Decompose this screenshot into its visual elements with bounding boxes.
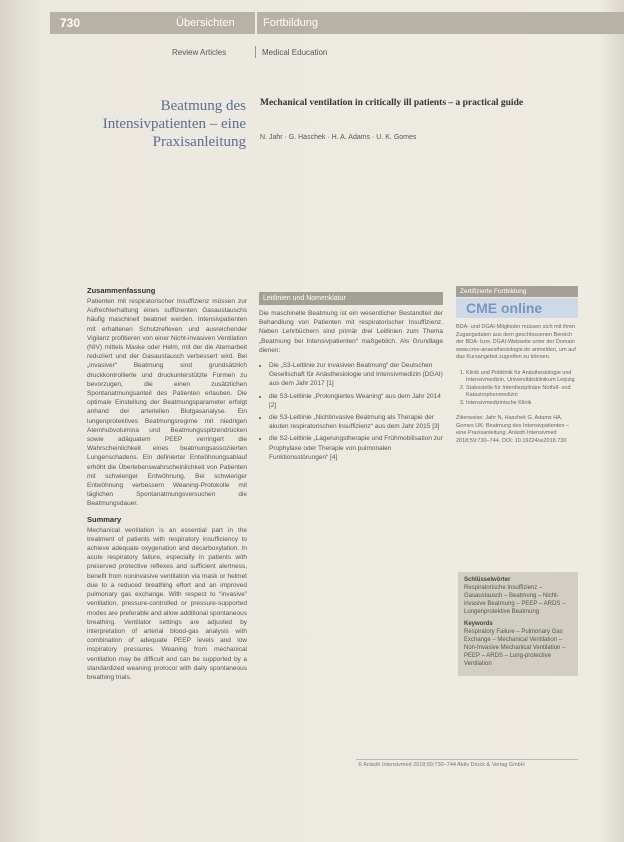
section-title-de: Übersichten: [176, 17, 235, 29]
affiliation-list: [456, 370, 578, 408]
subsection-de: Review Articles: [172, 48, 227, 57]
cme-sidebar: [456, 286, 578, 453]
article-title-de: Beatmung des Intensivpatienten – eine Praxisanleitung: [102, 98, 246, 150]
page-number: 730: [60, 16, 81, 30]
list-item: • die S2-Leitlinie „Lagerungstherapie und Frühmobilisation zur Prophylaxe oder Therapie von pulmonalen Funktionsstörungen“ [4]: [269, 434, 443, 462]
keywords-de-heading: Schlüsselwörter: [464, 577, 511, 583]
footer-citation: © Anästh Intensivmed 2018;59:730–744 Aktiv Druck & Verlag GmbH: [358, 762, 525, 768]
header-band: [50, 12, 624, 34]
keywords-en-heading: Keywords: [464, 621, 493, 627]
abstract-en-text: Mechanical ventilation is an essential part in the treatment of patients with respiratory insufficiency to achieve adequate oxygenation and decarboxylation. In acute respiratory failure, especially in patients with preserved protective reflexes and sufficient alertness, benefit from noninvasive ventilation via mask or helmet due to a reduced breathing effort and an improved pulmonary gas exchange. With respect to “invasive” ventilation, pressure-controlled or pressure-supported modes are preferable and allow additional spontaneous breathing. Ventilator settings are adjusted by interpretation of arterial blood-gas analysis with combination of adequate PEEP levels and low inspiratory pressures. Weaning from mechanical ventilation may be difficult and can be supported by a standardized weaning protocol with daily spontaneous breathing trials.: [87, 526, 247, 681]
keywords-de: Respiratorische Insuffizienz – Gasaustausch – Beatmung – Nicht-invasive Beatmung – PEEP – ARDS – Lungenprotektive Beatmung: [464, 585, 566, 615]
abstract-column: [87, 286, 247, 688]
authors: N. Jahr · G. Haschek · H. A. Adams · U. K. Gomes: [260, 134, 417, 141]
section-heading: Leitlinien und Nomenklatur: [259, 292, 443, 305]
subsection-divider: [255, 46, 256, 58]
list-item: • die S3-Leitlinie „Nichtinvasive Beatmung als Therapie der akuten respiratorischen Insuffizienz“ aus dem Jahr 2015 [3]: [269, 413, 443, 431]
citation: Zitierweise: Jahr N, Haschek G, Adams HA, Gomes UK: Beatmung des Intensivpatienten – eine Praxisanleitung. Anästh Intensivmed 2018;59:730–744. DOI: 10.19224/ai2018.730: [456, 415, 570, 444]
section-title-en: Fortbildung: [263, 17, 319, 29]
cme-bar: Zertifizierte Fortbildung: [456, 286, 578, 297]
subsection-en: Medical Education: [262, 48, 328, 57]
main-column: [259, 286, 443, 756]
article-title-en: Mechanical ventilation in critically ill patients – a practical guide: [260, 98, 524, 108]
affiliation-item: 2. Stabsstelle für Interdisziplinäre Notfall- und Katastrophenmedizin: [466, 385, 578, 400]
cme-online-banner[interactable]: CME online: [456, 298, 578, 318]
abstract-en-heading: Summary: [87, 514, 122, 524]
list-item: • die S3-Leitlinie „Prolongiertes Weaning“ aus dem Jahr 2014 [2]: [269, 392, 443, 410]
keywords-box: [458, 572, 578, 676]
footer-rule: [356, 759, 578, 760]
affiliation-item: 3. Intensivmedizinische Klinik: [466, 400, 578, 408]
abstract-de-heading: Zusammenfassung: [87, 286, 156, 295]
cme-text: BDA- und DGAI-Mitglieder müssen sich mit ihren Zugangsdaten aus dem geschlossenen Bereich der BDA- bzw. DGAI-Webseite unter der Domain www.cme-anaesthesiologie.de anmelden, um auf das Kursangebot zugreifen zu können.: [456, 324, 576, 360]
keywords-en: Respiratory Failure – Pulmonary Gas Exchange – Mechanical Ventilation – Non-Invasive Mechanical Ventilation – PEEP – ARDS – Lung-protective Ventilation: [464, 629, 566, 667]
header-divider: [255, 12, 257, 34]
abstract-de-text: Patienten mit respiratorischer Insuffizienz müssen zur Aufrechterhaltung eines suffizienten Gasaustauschs häufig maschinell beatmet werden. Intensivpatienten mit erhaltenen Schutzreflexen und ausreichender Vigilanz profitieren von einer Nicht-invasiven Ventilation (NIV) mittels Maske oder Helm, mit der die Atemarbeit reduziert und der Gasaustausch verbessert wird. Bei „invasiver“ Beatmung sind grundsätzlich druckkontrollierte und druckunterstützte Formen zu bevorzugen, die einen zusätzlichen Spontanatmungsanteil des Patienten erlauben. Die optimale Einstellung der Beatmungsparameter erfolgt anhand der arteriellen Blutgasanalyse. Ein lungenprotektives Beatmungsregime mit niedrigen Atemhubvolumina und Beatmungsspitzendrücken sowie adäquatem PEEP verringert die Wahrscheinlichkeit eines beatmungsassoziierten Lungenschadens. Ein definierter Entwöhnungsablauf erhöht die Überlebenswahrscheinlichkeit von Patienten mit schwieriger Entwöhnung. Bei schwieriger Entwöhnung verbessern Weaning-Protokolle mit täglichen Spontanatmungsversuchen die Beatmungsdauer.: [87, 298, 247, 508]
list-item: • Die „S3-Leitlinie zur invasiven Beatmung“ der Deutschen Gesellschaft für Anästhesiologie und Intensivmedizin (DGAI) aus dem Jahr 2017 [1]: [269, 361, 443, 389]
affiliation-item: 1. Klinik und Poliklinik für Anästhesiologie und Intensivmedizin, Universitätsklinikum Leipzig: [466, 370, 578, 385]
guideline-list: [259, 361, 443, 462]
section-intro: Die maschinelle Beatmung ist ein wesentlicher Bestandteil der Behandlung von Patienten mit respiratorischer Insuffizienz. Neben Lehrbüchern sind primär drei Leitlinien zum Thema „Beatmung bei Intensivpatienten“ maßgeblich. Als Grundlage dienen:: [259, 310, 443, 354]
